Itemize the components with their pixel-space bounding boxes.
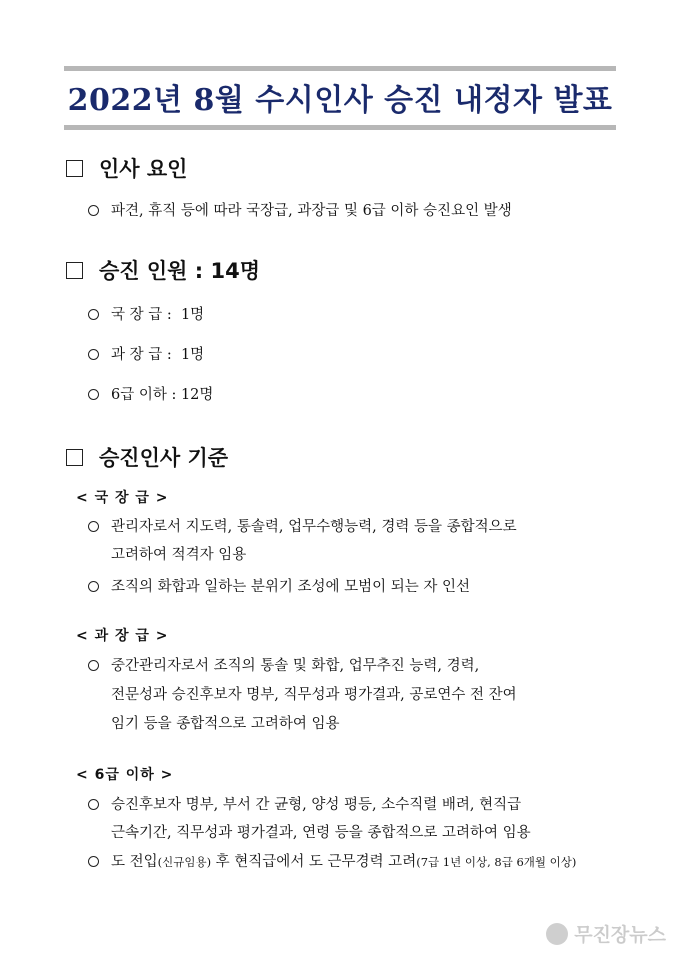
- page-title: 2022년 8월 수시인사 승진 내정자 발표: [67, 83, 613, 118]
- circle-bullet-icon: [88, 856, 99, 867]
- section-heading-personnel-factor: [66, 153, 187, 183]
- list-item-continuation: 전문성과 승진후보자 명부, 직무성과 평가결과, 공로연수 전 잔여: [111, 687, 517, 703]
- circle-bullet-icon: [88, 389, 99, 400]
- watermark-text: 무진장뉴스: [574, 924, 666, 946]
- list-item-text: 6급 이하 : 12명: [111, 387, 214, 403]
- list-item-note: (7급 1년 이상, 8급 6개월 이상): [416, 855, 577, 869]
- list-item: [88, 577, 470, 597]
- watermark: [546, 920, 666, 947]
- list-item-note: (신규임용): [157, 855, 212, 869]
- circle-bullet-icon: [88, 521, 99, 532]
- square-bullet-icon: [66, 262, 83, 279]
- title-top-rule: [64, 66, 616, 71]
- watermark-logo-icon: [546, 923, 568, 945]
- section-heading-promotion-count: [66, 255, 260, 285]
- list-item-continuation: 고려하여 적격자 임용: [111, 547, 247, 563]
- list-item: [88, 517, 517, 537]
- list-item-text: 과 장 급 : 1명: [111, 347, 205, 363]
- square-bullet-icon: [66, 160, 83, 177]
- list-item-continuation: 임기 등을 종합적으로 고려하여 임용: [111, 716, 340, 732]
- list-item: [88, 345, 204, 365]
- title-bottom-rule: [64, 125, 616, 130]
- section-heading-text: 승진 인원 : 14명: [99, 259, 260, 283]
- list-item-text: 후 현직급에서 도 근무경력 고려: [211, 854, 417, 870]
- list-item: [88, 305, 204, 325]
- list-item-text: 승진후보자 명부, 부서 간 균형, 양성 평등, 소수직렬 배려, 현직급: [111, 797, 522, 813]
- list-item-text: 국 장 급 : 1명: [111, 307, 205, 323]
- list-item-text: 중간관리자로서 조직의 통솔 및 화합, 업무추진 능력, 경력,: [111, 658, 480, 674]
- list-item-text: 조직의 화합과 일하는 분위기 조성에 모범이 되는 자 인선: [111, 579, 471, 595]
- circle-bullet-icon: [88, 581, 99, 592]
- section-heading-promotion-criteria: [66, 442, 228, 472]
- list-item-text: 도 전입: [111, 854, 158, 870]
- list-item-text: 파견, 휴직 등에 따라 국장급, 과장급 및 6급 이하 승진요인 발생: [111, 203, 512, 219]
- list-item-text: 관리자로서 지도력, 통솔력, 업무수행능력, 경력 등을 종합적으로: [111, 519, 517, 535]
- list-item: [88, 852, 576, 872]
- section-heading-text: 인사 요인: [99, 157, 188, 181]
- subheading-grade6-below: < 6급 이하 >: [76, 767, 174, 783]
- list-item: [88, 656, 479, 676]
- circle-bullet-icon: [88, 349, 99, 360]
- square-bullet-icon: [66, 449, 83, 466]
- circle-bullet-icon: [88, 205, 99, 216]
- section-heading-text: 승진인사 기준: [99, 446, 229, 470]
- list-item: [88, 385, 213, 405]
- title-box: [64, 66, 616, 130]
- subheading-manager-level: < 과 장 급 >: [76, 628, 169, 644]
- list-item-continuation: 근속기간, 직무성과 평가결과, 연령 등을 종합적으로 고려하여 임용: [111, 825, 531, 841]
- circle-bullet-icon: [88, 660, 99, 671]
- list-item: [88, 795, 521, 815]
- circle-bullet-icon: [88, 799, 99, 810]
- circle-bullet-icon: [88, 309, 99, 320]
- subheading-director-level: < 국 장 급 >: [76, 490, 169, 506]
- list-item: [88, 201, 512, 221]
